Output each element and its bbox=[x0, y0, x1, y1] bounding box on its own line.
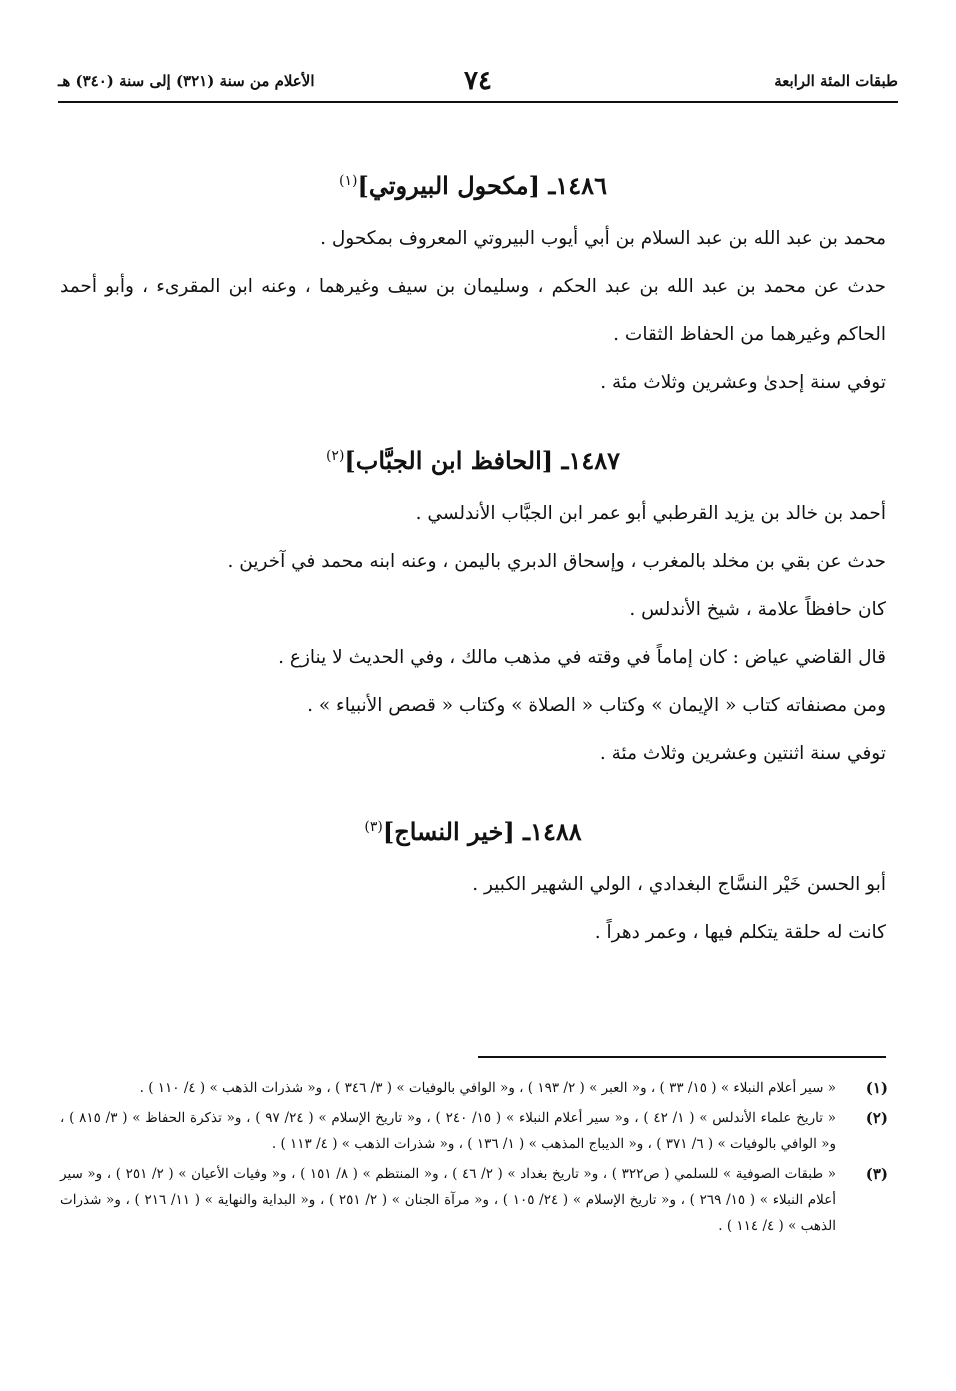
footnote bbox=[60, 1105, 888, 1157]
entry-1487 bbox=[60, 439, 886, 778]
footnotes bbox=[60, 1075, 888, 1243]
footnote-text: « سير أعلام النبلاء » ( ١٥/ ٣٣ ) ، و« العبر » ( ٢/ ١٩٣ ) ، و« الوافي بالوفيات » ( ٣/ ٣٤٦ ) ، و« شذرات الذهب » ( ٤/ ١١٠ ) . bbox=[139, 1080, 836, 1096]
footnote-ref: (١) bbox=[339, 173, 358, 189]
running-header bbox=[58, 66, 898, 102]
footnote-ref: (٢) bbox=[325, 448, 345, 464]
entry-paragraph: توفي سنة اثنتين وعشرين وثلاث مئة . bbox=[599, 743, 886, 764]
entry-paragraph: حدث عن محمد بن عبد الله بن عبد الحكم ، وسليمان بن سيف وغيرهما ، وعنه ابن المقرىء ، وأبو أحمد الحاكم وغيرهما من الحفاظ الثقات . bbox=[60, 276, 886, 345]
entry-paragraph: أحمد بن خالد بن يزيد القرطبي أبو عمر ابن الجبَّاب الأندلسي . bbox=[415, 503, 886, 524]
entry-title: ١٤٨٦ـ [مكحول البيروتي]$^{(١)}$ bbox=[339, 171, 607, 200]
book-title: طبقات المئة الرابعة bbox=[774, 72, 898, 90]
footnote bbox=[60, 1161, 888, 1239]
footnote-text: « تاريخ علماء الأندلس » ( ١/ ٤٢ ) ، و« سير أعلام النبلاء » ( ١٥/ ٢٤٠ ) ، و« تاريخ الإسلام » ( ٢٤/ ٩٧ ) ، و« تذكرة الحفاظ » ( ٣/ ٨١٥ ) ، و« الوافي بالوفيات » ( ٦/ ٣٧١ ) ، و« الديباج المذهب » ( ١/ ١٣٦ ) ، و« شذرات الذهب » ( ٤/ ١١٣ ) . bbox=[60, 1110, 837, 1152]
footnote-number: (٣) bbox=[865, 1165, 888, 1183]
entry-paragraph: قال القاضي عياض : كان إماماً في وقته في مذهب مالك ، وفي الحديث لا ينازع . bbox=[278, 647, 886, 668]
entry-paragraph: كانت له حلقة يتكلم فيها ، وعمر دهراً . bbox=[594, 922, 886, 943]
entry-1488 bbox=[60, 810, 886, 957]
range-title: الأعلام من سنة (٣٢١) إلى سنة (٣٤٠) هـ bbox=[58, 72, 315, 90]
footnote-ref: (٣) bbox=[364, 819, 383, 835]
entry-title: ١٤٨٧ـ [الحافظ ابن الجبَّاب]$^{(٢)}$ bbox=[325, 446, 621, 475]
footnote bbox=[60, 1075, 888, 1101]
footnote-separator bbox=[478, 1056, 886, 1058]
entry-paragraph: كان حافظاً علامة ، شيخ الأندلس . bbox=[629, 599, 886, 620]
entry-paragraph: ومن مصنفاته كتاب « الإيمان » وكتاب « الصلاة » وكتاب « قصص الأنبياء » . bbox=[307, 695, 886, 716]
footnote-text: « طبقات الصوفية » للسلمي ( ص٣٢٢ ) ، و« تاريخ بغداد » ( ٢/ ٤٦ ) ، و« المنتظم » ( ٨/ ١٥١ ) ، و« وفيات الأعيان » ( ٢/ ٢٥١ ) ، و« سير أعلام النبلاء » ( ١٥/ ٢٦٩ ) ، و« تاريخ الإسلام » ( ٢٤/ ١٠٥ ) ، و« مرآة الجنان » ( ٢/ ٢٥١ ) ، و« البداية والنهاية » ( ١١/ ٢١٦ ) ، و« شذرات الذهب » ( ٤/ ١١٤ ) . bbox=[60, 1166, 837, 1234]
entry-paragraph: توفي سنة إحدىٰ وعشرين وثلاث مئة . bbox=[600, 372, 886, 393]
page-number: ٧٤ bbox=[464, 66, 492, 96]
entry-paragraph: أبو الحسن خَيْر النسَّاج البغدادي ، الولي الشهير الكبير . bbox=[472, 874, 886, 895]
main-text bbox=[60, 164, 886, 957]
entry-paragraph: محمد بن عبد الله بن عبد السلام بن أبي أيوب البيروتي المعروف بمكحول . bbox=[320, 228, 886, 249]
entry-title: ١٤٨٨ـ [خير النساج]$^{(٣)}$ bbox=[364, 817, 582, 846]
entry-1486 bbox=[60, 164, 886, 407]
entry-paragraph: حدث عن بقي بن مخلد بالمغرب ، وإسحاق الدبري باليمن ، وعنه ابنه محمد في آخرين . bbox=[227, 551, 886, 572]
footnote-number: (١) bbox=[865, 1079, 888, 1097]
footnote-number: (٢) bbox=[865, 1109, 888, 1127]
header-rule bbox=[58, 101, 898, 103]
